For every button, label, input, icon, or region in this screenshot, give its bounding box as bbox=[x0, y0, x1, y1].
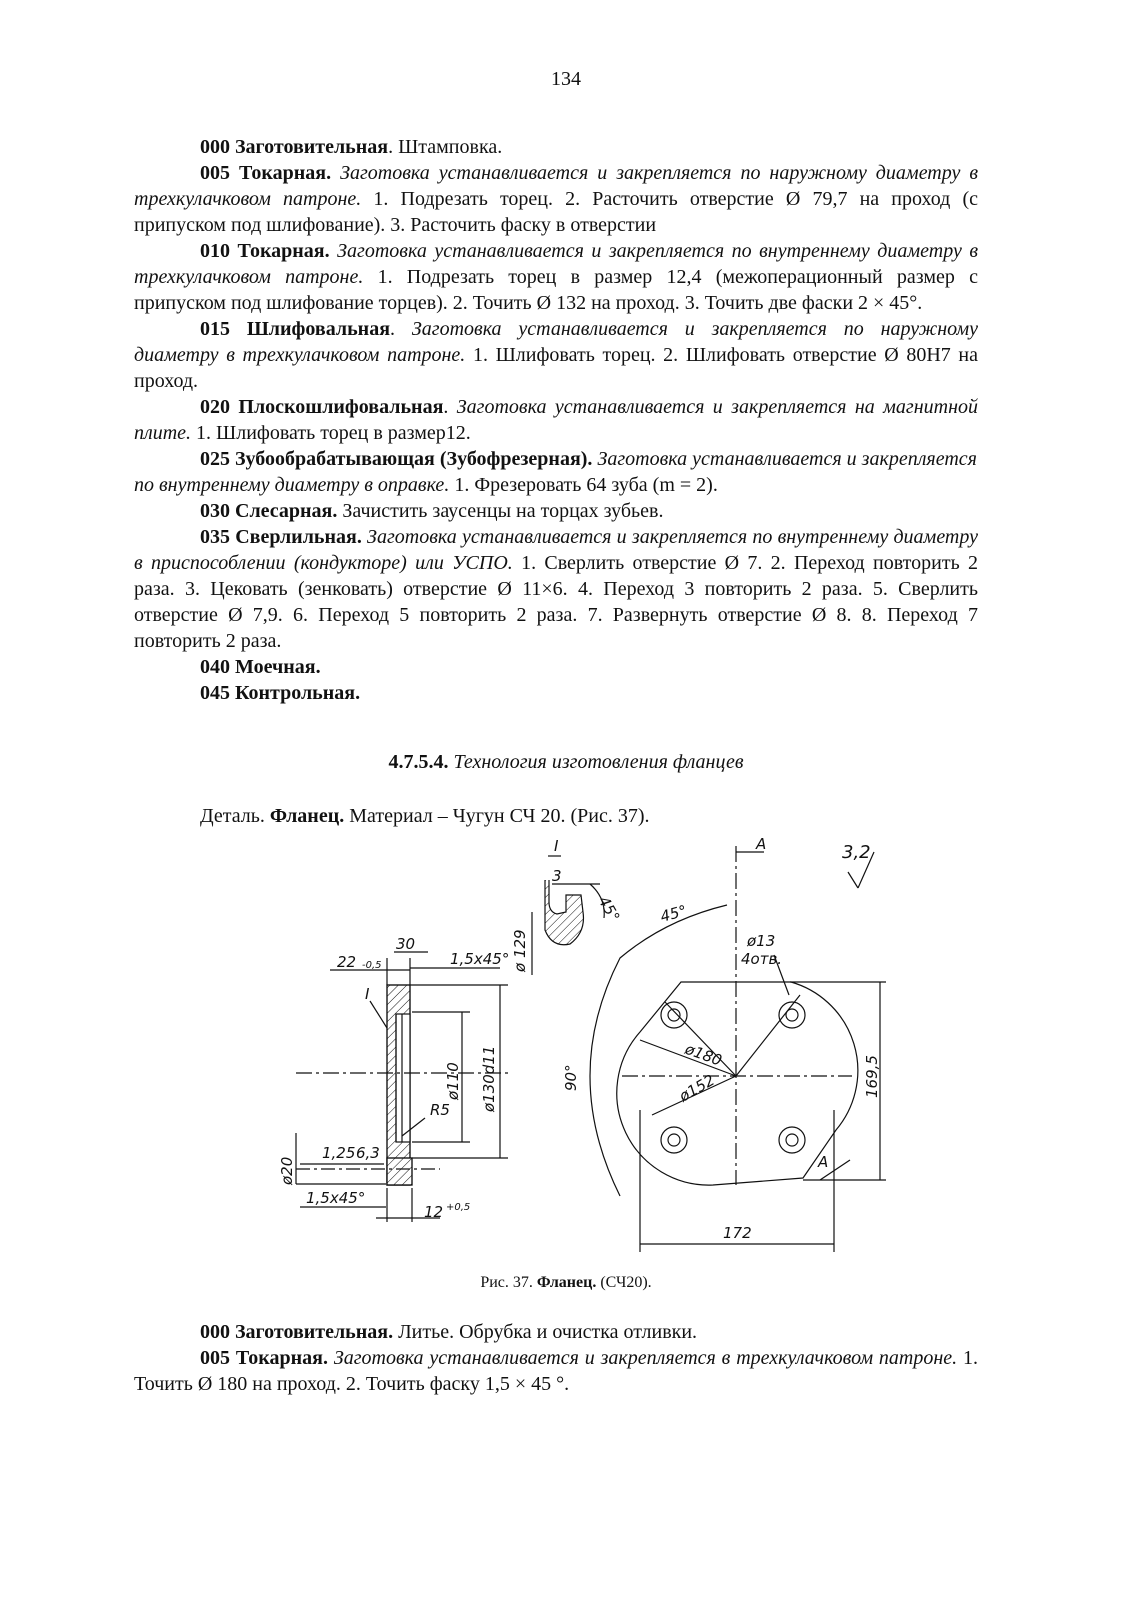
op-number: 000 bbox=[200, 1321, 230, 1343]
section-number: 4.7.5.4. bbox=[388, 751, 449, 773]
holes-count-label: 4отв. bbox=[741, 950, 783, 968]
op-number: 025 bbox=[200, 448, 230, 470]
section-heading bbox=[0, 751, 1132, 774]
op-name: Токарная. bbox=[238, 162, 332, 184]
detail-3-label: 3 bbox=[552, 867, 562, 885]
op-number: 015 bbox=[200, 318, 230, 340]
rough-63-label: 6,3 bbox=[356, 1144, 380, 1162]
op-desc: Заготовка устанавливается и закрепляется по внутреннему диаметру в оправке. bbox=[134, 448, 977, 496]
dim-30-label: 30 bbox=[396, 935, 416, 953]
dia-152-label: ø152 bbox=[676, 1070, 718, 1106]
dim-172-label: 172 bbox=[723, 1224, 752, 1242]
op-text: Литье. Обрубка и очистка отливки. bbox=[398, 1321, 698, 1343]
op-text: Зачистить заусенцы на торцах зубьев. bbox=[342, 500, 664, 522]
operation-005 bbox=[134, 160, 978, 238]
detail-45-label: 45° bbox=[594, 893, 624, 926]
operation-000-b bbox=[134, 1319, 978, 1345]
op-number: 035 bbox=[200, 526, 230, 548]
op-desc: Заготовка устанавливается и закрепляется по внутреннему диаметру в трехкулачковом патроне. bbox=[134, 240, 979, 288]
op-desc: Заготовка устанавливается и закрепляется по наружному диаметру в трехкулачковом патроне. bbox=[134, 318, 979, 366]
operation-010 bbox=[134, 238, 978, 316]
op-number: 005 bbox=[200, 162, 230, 184]
chamfer-top-label: 1,5x45° bbox=[450, 950, 510, 968]
roughness-32-label: 3,2 bbox=[842, 842, 871, 863]
op-number: 030 bbox=[200, 500, 230, 522]
detail-name: Фланец. bbox=[269, 805, 345, 827]
dia-130-label: ø130d11 bbox=[480, 1045, 498, 1112]
op-desc: Заготовка устанавливается и закрепляется на магнитной плите. bbox=[134, 396, 978, 444]
rough-125-label: 1,25 bbox=[322, 1144, 356, 1162]
op-text: 1. Точить Ø 180 на проход. 2. Точить фаску 1,5 × 45 °. bbox=[134, 1347, 979, 1395]
op-text: 1. Подрезать торец в размер 12,4 (межоперационный размер с припуском под шлифование торцев). 2. Точить Ø 132 на проход. 3. Точить две фаски 2 × 45°. bbox=[134, 266, 978, 314]
dia-129-label: ø 129 bbox=[511, 929, 529, 972]
op-name: Моечная. bbox=[235, 656, 321, 678]
tol-22-label: -0,5 bbox=[362, 960, 382, 971]
operation-015: 015 Шлифовальная. Заготовка устанавливается и закрепляется по наружному диаметру в трехкулачковом патроне. 1. Шлифовать торец. 2. Шлифовать отверстие Ø 80H7 на проход. bbox=[134, 318, 979, 392]
operation-000: 000 Заготовительная. Штамповка. bbox=[200, 136, 503, 158]
operation-005-b bbox=[134, 1345, 978, 1397]
dim-22-label: 22 bbox=[337, 953, 357, 971]
operation-030 bbox=[134, 498, 978, 524]
front-view bbox=[590, 846, 886, 1252]
operations-list-1 bbox=[134, 134, 978, 706]
dia-180-label: ø180 bbox=[682, 1039, 725, 1070]
op-text: 1. Шлифовать торец в размер12. bbox=[191, 422, 471, 444]
op-name: Токарная. bbox=[237, 240, 330, 262]
op-name: Слесарная. bbox=[235, 500, 338, 522]
operation-025 bbox=[134, 446, 978, 498]
detail-view-I bbox=[532, 856, 604, 975]
op-number: 020 bbox=[200, 396, 230, 418]
detail-line: Деталь. Фланец. Материал – Чугун СЧ 20. (Рис. 37). bbox=[200, 805, 650, 827]
op-number: 040 bbox=[200, 656, 230, 678]
op-desc: Заготовка устанавливается и закрепляется в трехкулачковом патроне. bbox=[333, 1347, 958, 1369]
section-title: Технология изготовления фланцев bbox=[453, 751, 744, 773]
page-number: 134 bbox=[551, 68, 581, 90]
op-text: 1. Шлифовать торец. 2. Шлифовать отверстие Ø 80H7 на проход. bbox=[134, 344, 978, 392]
view-mark-label: I bbox=[554, 837, 559, 855]
dim-12-label: 12 bbox=[424, 1203, 444, 1221]
dia-20-label: ø20 bbox=[278, 1156, 296, 1185]
tol-12-label: +0,5 bbox=[446, 1202, 471, 1213]
chamfer-bot-label: 1,5x45° bbox=[306, 1189, 366, 1207]
op-desc: Заготовка устанавливается и закрепляется по внутреннему диаметру в приспособлении (кондукторе) или УСПО. bbox=[134, 526, 978, 574]
angle-90-label: 90° bbox=[562, 1064, 580, 1091]
op-name: Заготовительная. bbox=[235, 1321, 394, 1343]
operation-020: 020 Плоскошлифовальная. Заготовка устанавливается и закрепляется на магнитной плите. 1. Шлифовать торец в размер12. bbox=[134, 396, 978, 444]
op-number: 000 bbox=[200, 136, 230, 158]
section-a-bot-label: A bbox=[818, 1153, 829, 1171]
dia-110-label: ø110 bbox=[444, 1062, 462, 1100]
caption-name: Фланец. bbox=[536, 1274, 597, 1291]
operation-035 bbox=[134, 524, 978, 654]
op-number: 045 bbox=[200, 682, 230, 704]
op-name: Заготовительная bbox=[235, 136, 389, 158]
dim-1695-label: 169,5 bbox=[863, 1055, 881, 1098]
holes-dia-label: ø13 bbox=[747, 932, 776, 950]
op-name: Контрольная. bbox=[235, 682, 361, 704]
op-name: Плоскошлифовальная bbox=[238, 396, 444, 418]
op-desc: Заготовка устанавливается и закрепляется по наружному диаметру в трехкулачковом патроне. bbox=[134, 162, 979, 210]
mark-I-label: I bbox=[365, 985, 370, 1003]
op-text: 1. Сверлить отверстие Ø 7. 2. Переход повторить 2 раза. 3. Цековать (зенковать) отверстие Ø 11×6. 4. Переход 3 повторить 2 раза. 5. Сверлить отверстие Ø 7,9. 6. Переход 5 повторить 2 раза. 7. Развернуть отверстие Ø 8. 8. Переход 7 повторить 2 раза. bbox=[134, 552, 978, 652]
op-name: Сверлильная. bbox=[235, 526, 362, 548]
op-number: 010 bbox=[200, 240, 230, 262]
op-name: Токарная. bbox=[235, 1347, 328, 1369]
op-name: Шлифовальная bbox=[246, 318, 391, 340]
op-text: Штамповка. bbox=[398, 136, 503, 158]
operation-040 bbox=[134, 654, 978, 680]
op-name: Зубообрабатывающая (Зубофрезерная). bbox=[235, 448, 593, 470]
r5-label: R5 bbox=[430, 1101, 450, 1119]
operations-list-2 bbox=[134, 1319, 978, 1397]
op-text: 1. Фрезеровать 64 зуба (m = 2). bbox=[449, 474, 718, 496]
op-number: 005 bbox=[200, 1347, 230, 1369]
flange-drawing bbox=[268, 828, 888, 1258]
angle-45-label: 45° bbox=[658, 901, 689, 926]
figure-caption: Рис. 37. Фланец. (СЧ20). bbox=[480, 1274, 652, 1291]
operation-045 bbox=[134, 680, 978, 706]
section-a-top-label: A bbox=[756, 835, 767, 853]
op-text: 1. Подрезать торец. 2. Расточить отверстие Ø 79,7 на проход (с припуском под шлифование). 3. Расточить фаску в отверстии bbox=[134, 188, 978, 236]
